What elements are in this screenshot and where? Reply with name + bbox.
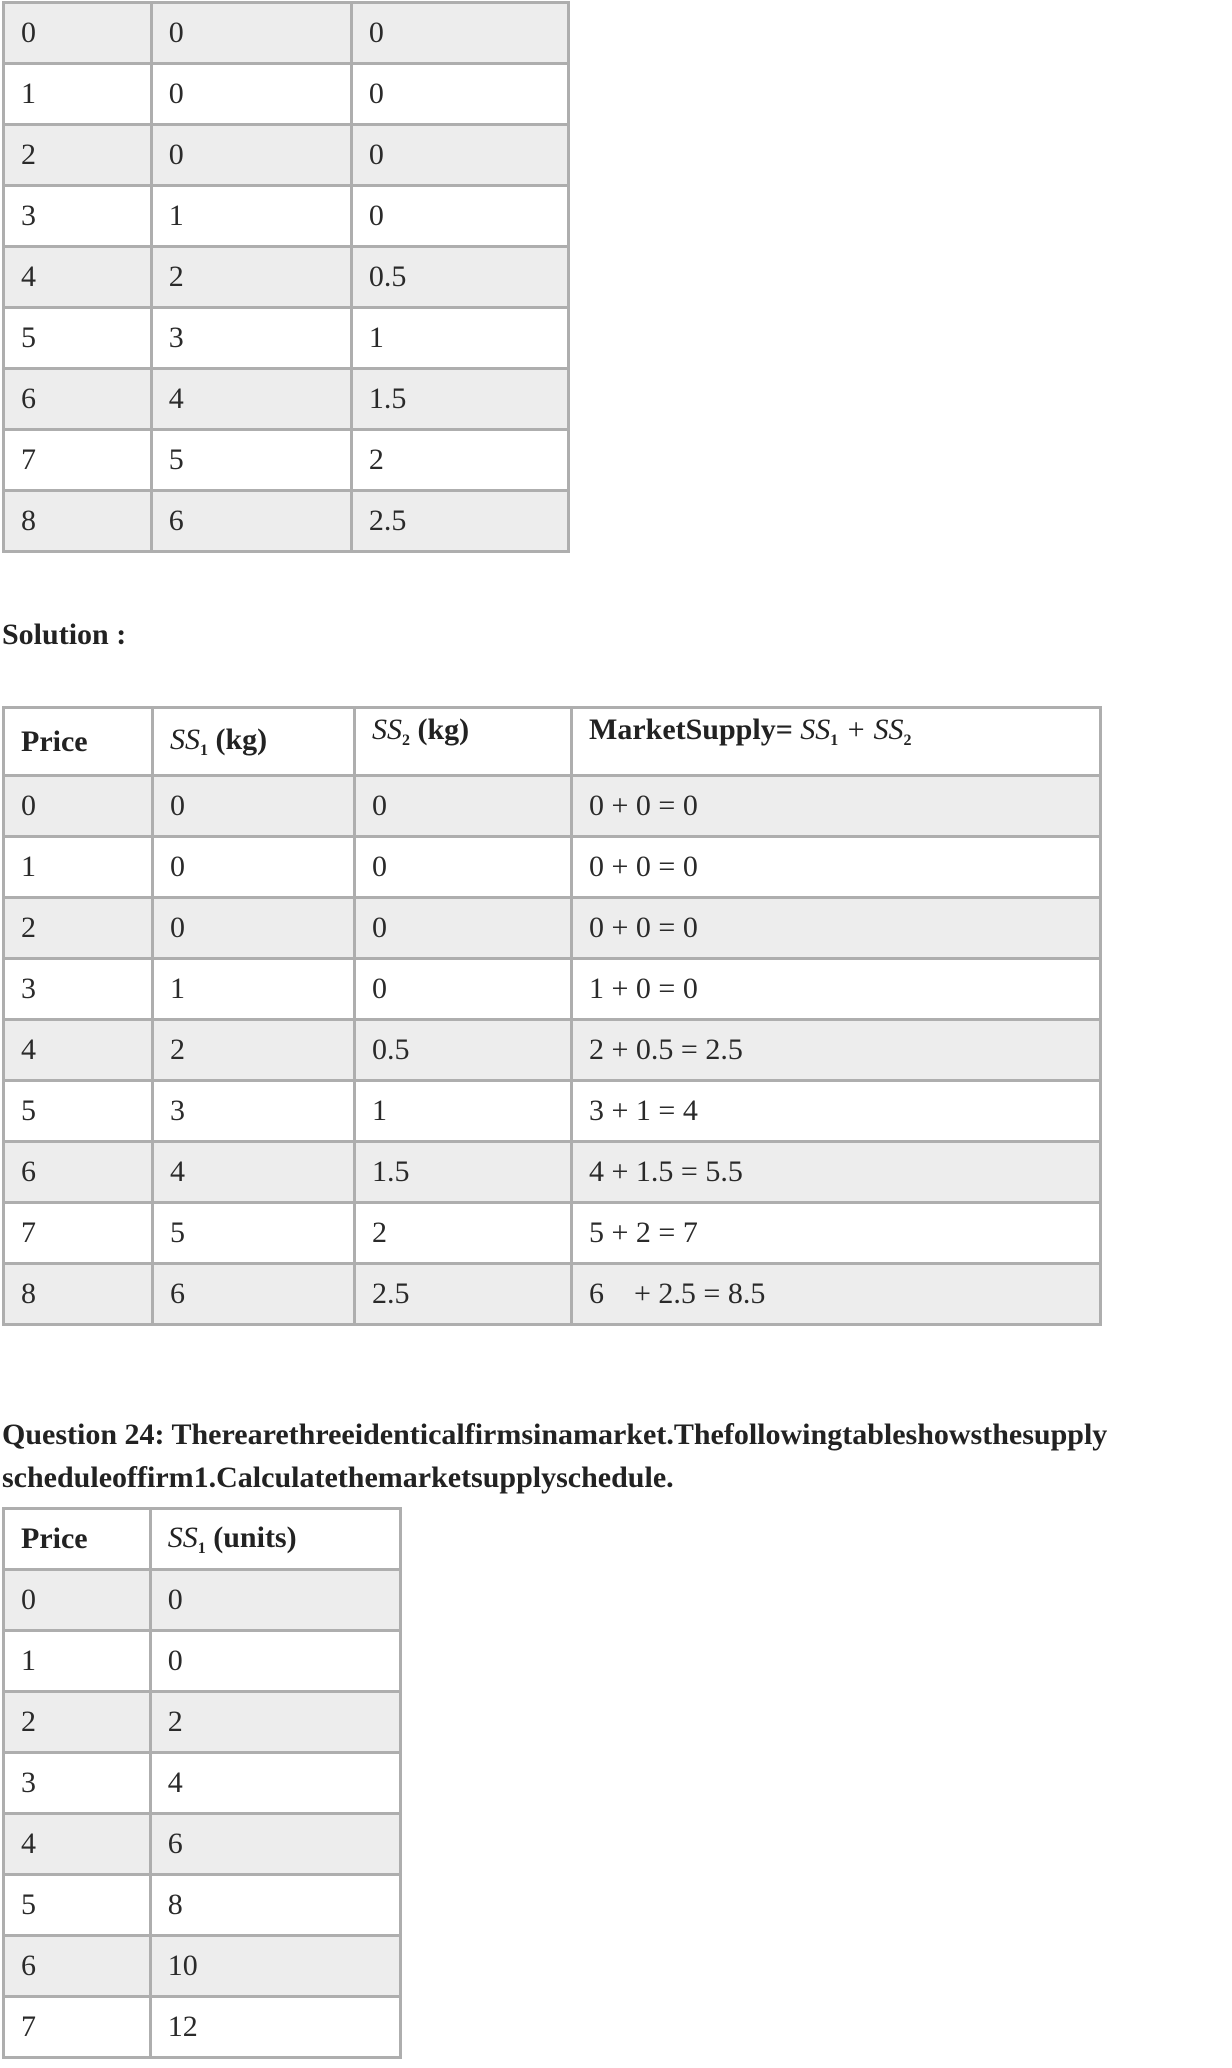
ss1-cell: 0: [153, 898, 355, 959]
price-cell: 4: [4, 1814, 151, 1875]
market-ss2-symbol: SS: [873, 713, 904, 746]
ss2-cell: 2.5: [355, 1264, 572, 1325]
price-header: Price: [4, 1509, 151, 1570]
ss1-cell: 4: [153, 1142, 355, 1203]
ss1-cell: 0: [151, 64, 351, 125]
table-row: [4, 1020, 1101, 1081]
table-row: [4, 1264, 1101, 1325]
table-header-row: [4, 1509, 401, 1570]
price-cell: 0: [4, 776, 153, 837]
table-row: [4, 1570, 401, 1631]
ss2-cell: 1: [355, 1081, 572, 1142]
market-supply-cell: 0 + 0 = 0: [572, 898, 1101, 959]
market-supply-cell: 3 + 1 = 4: [572, 1081, 1101, 1142]
table-row: [4, 491, 569, 552]
firm1-supply-table: [2, 1507, 402, 2059]
table-row: [4, 1753, 401, 1814]
ss1-cell: 2: [151, 247, 351, 308]
ss1-header: [153, 708, 355, 776]
ss1-cell: 6: [153, 1264, 355, 1325]
ss2-cell: 0: [355, 776, 572, 837]
price-cell: 8: [4, 1264, 153, 1325]
market-ss1-symbol: SS: [800, 713, 831, 746]
ss2-cell: 0.5: [351, 247, 568, 308]
price-cell: 0: [4, 3, 152, 64]
solution-heading: Solution :: [2, 618, 127, 651]
ss1-cell: 12: [150, 1997, 400, 2058]
price-cell: 1: [4, 64, 152, 125]
table-row: [4, 959, 1101, 1020]
price-cell: 7: [4, 430, 152, 491]
table-row: [4, 1142, 1101, 1203]
ss1-cell: 0: [151, 3, 351, 64]
table-row: [4, 308, 569, 369]
ss1-cell: 5: [151, 430, 351, 491]
ss2-cell: 0.5: [355, 1020, 572, 1081]
ss1-cell: 0: [153, 837, 355, 898]
price-cell: 0: [4, 1570, 151, 1631]
market-plus: +: [838, 713, 874, 746]
ss2-cell: 0: [351, 3, 568, 64]
price-cell: 3: [4, 1753, 151, 1814]
ss1-symbol: SS: [170, 723, 200, 756]
price-cell: 6: [4, 369, 152, 430]
ss1-header: [150, 1509, 400, 1570]
table-row: [4, 186, 569, 247]
ss1-cell: 0: [150, 1631, 400, 1692]
ss1-cell: 6: [150, 1814, 400, 1875]
ss2-cell: 0: [351, 64, 568, 125]
ss2-cell: 0: [355, 959, 572, 1020]
ss2-cell: 0: [355, 837, 572, 898]
price-cell: 7: [4, 1203, 153, 1264]
market-supply-cell: 0 + 0 = 0: [572, 776, 1101, 837]
market-ss1-subscript: 1: [830, 732, 839, 749]
ss2-cell: 2: [351, 430, 568, 491]
price-cell: 5: [4, 308, 152, 369]
price-cell: 2: [4, 1692, 151, 1753]
ss2-cell: 1.5: [355, 1142, 572, 1203]
price-cell: 1: [4, 1631, 151, 1692]
table-row: [4, 1875, 401, 1936]
table-row: [4, 1631, 401, 1692]
price-cell: 7: [4, 1997, 151, 2058]
ss1-subscript: 1: [200, 742, 208, 759]
ss1-unit: (kg): [208, 723, 268, 756]
ss1-cell: 3: [151, 308, 351, 369]
table-row: [4, 898, 1101, 959]
ss1-cell: 1: [153, 959, 355, 1020]
market-supply-cell: 1 + 0 = 0: [572, 959, 1101, 1020]
table-row: [4, 3, 569, 64]
ss1-cell: 0: [151, 125, 351, 186]
question-24-line-2: scheduleoffirm1.Calculatethemarketsupplyschedule.: [2, 1461, 674, 1494]
price-cell: 5: [4, 1875, 151, 1936]
table-row: [4, 64, 569, 125]
ss1-cell: 2: [153, 1020, 355, 1081]
ss2-cell: 0: [355, 898, 572, 959]
ss1-cell: 2: [150, 1692, 400, 1753]
table-row: [4, 1203, 1101, 1264]
price-cell: 1: [4, 837, 153, 898]
question-24-line-1: Question 24: Therearethreeidenticalfirmsinamarket.Thefollowingtableshowsthesupply: [2, 1418, 1108, 1451]
ss2-cell: 1: [351, 308, 568, 369]
ss2-header: [355, 708, 572, 776]
table-row: [4, 1814, 401, 1875]
price-header: Price: [4, 708, 153, 776]
ss2-cell: 2: [355, 1203, 572, 1264]
market-supply-header: [572, 708, 1101, 776]
ss2-cell: 0: [351, 125, 568, 186]
table-row: [4, 247, 569, 308]
ss2-subscript: 2: [402, 732, 410, 749]
ss1-cell: 0: [150, 1570, 400, 1631]
ss2-cell: 2.5: [351, 491, 568, 552]
supply-table-continued: [2, 1, 570, 553]
ss1-symbol: SS: [167, 1520, 198, 1554]
market-supply-cell: 6 + 2.5 = 8.5: [572, 1264, 1101, 1325]
table-row: [4, 125, 569, 186]
ss1-unit: (units): [205, 1520, 297, 1554]
ss1-subscript: 1: [197, 1539, 206, 1557]
price-cell: 6: [4, 1936, 151, 1997]
ss1-cell: 1: [151, 186, 351, 247]
market-supply-label: MarketSupply=: [589, 713, 801, 746]
ss2-cell: 1.5: [351, 369, 568, 430]
ss1-cell: 4: [150, 1753, 400, 1814]
table-row: [4, 1936, 401, 1997]
ss1-cell: 8: [150, 1875, 400, 1936]
price-cell: 3: [4, 186, 152, 247]
ss2-cell: 0: [351, 186, 568, 247]
table-row: [4, 837, 1101, 898]
ss2-unit: (kg): [410, 713, 470, 746]
price-cell: 2: [4, 125, 152, 186]
market-supply-cell: 0 + 0 = 0: [572, 837, 1101, 898]
market-ss2-subscript: 2: [903, 732, 912, 749]
ss1-cell: 6: [151, 491, 351, 552]
price-cell: 5: [4, 1081, 153, 1142]
table-row: [4, 1081, 1101, 1142]
table-header-row: [4, 708, 1101, 776]
price-cell: 3: [4, 959, 153, 1020]
price-cell: 4: [4, 247, 152, 308]
table-row: [4, 1997, 401, 2058]
table-row: [4, 1692, 401, 1753]
price-cell: 2: [4, 898, 153, 959]
price-cell: 8: [4, 491, 152, 552]
market-supply-cell: 2 + 0.5 = 2.5: [572, 1020, 1101, 1081]
ss1-cell: 3: [153, 1081, 355, 1142]
market-supply-solution-table: [2, 706, 1102, 1326]
table-row: [4, 776, 1101, 837]
table-row: [4, 369, 569, 430]
price-cell: 4: [4, 1020, 153, 1081]
ss2-symbol: SS: [372, 713, 402, 746]
ss1-cell: 4: [151, 369, 351, 430]
ss1-cell: 10: [150, 1936, 400, 1997]
ss1-cell: 0: [153, 776, 355, 837]
table-row: [4, 430, 569, 491]
market-supply-cell: 5 + 2 = 7: [572, 1203, 1101, 1264]
market-supply-cell: 4 + 1.5 = 5.5: [572, 1142, 1101, 1203]
price-cell: 6: [4, 1142, 153, 1203]
ss1-cell: 5: [153, 1203, 355, 1264]
